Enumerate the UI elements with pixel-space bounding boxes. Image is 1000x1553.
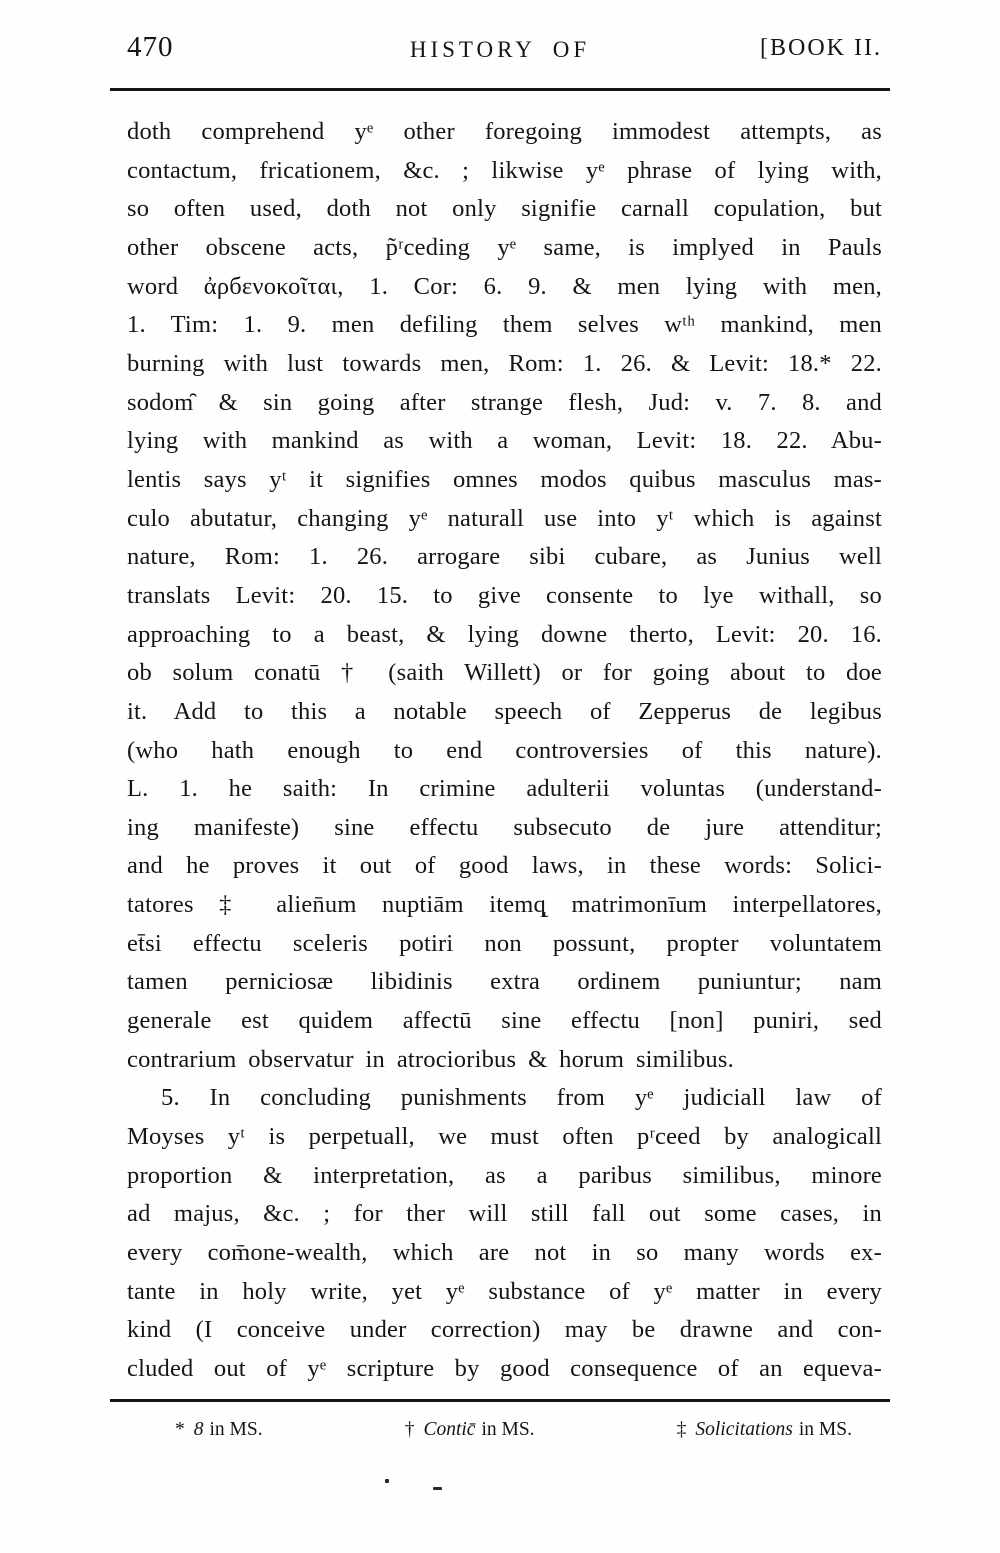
text-line: culo abutatur, changing yᵉ naturall use into yᵗ which is against (127, 504, 882, 532)
scan-speck (433, 1487, 442, 1490)
text-line: burning with lust towards men, Rom: 1. 26. & Levit: 18.* 22. (127, 349, 882, 377)
text-line: et̄si effectu sceleris potiri non possunt, propter voluntatem (127, 929, 882, 957)
text-line: and he proves it out of good laws, in these words: Solici- (127, 852, 882, 880)
text-line: tamen perniciosæ libidinis extra ordinem puniuntur; nam (127, 968, 882, 996)
footnote-term: Solicitations (695, 1419, 793, 1440)
text-line: tatores ‡ alien̄um nuptiām itemq̨ matrimonīum interpellatores, (127, 891, 882, 919)
text-line: every com̄one-wealth, which are not in so many words ex- (127, 1239, 882, 1267)
scan-speck (385, 1479, 389, 1483)
asterisk-mark: * (175, 1419, 185, 1440)
header-rule (110, 88, 890, 91)
text-line: it. Add to this a notable speech of Zepperus de legibus (127, 697, 882, 725)
text-line: L. 1. he saith: In crimine adulterii voluntas (understand- (127, 775, 882, 803)
text-line: contrarium observatur in atrocioribus & horum similibus. (127, 1045, 734, 1073)
text-line-paragraph-start: 5. In concluding punishments from yᵉ judiciall law of (161, 1084, 882, 1112)
text-line: approaching to a beast, & lying downe therto, Levit: 20. 16. (127, 620, 882, 648)
text-line: translats Levit: 20. 15. to give consente to lye withall, so (127, 581, 882, 609)
text-line: ob solum conatū † (saith Willett) or for going about to doe (127, 659, 882, 687)
footnote-text: in MS. (798, 1419, 852, 1440)
text-line: 1. Tim: 1. 9. men defiling them selves wᵗʰ mankind, men (127, 311, 882, 339)
footnote-rule (110, 1399, 890, 1402)
text-line: tante in holy write, yet yᵉ substance of yᵉ matter in every (127, 1277, 882, 1305)
running-title: HISTORY OF (409, 37, 591, 62)
text-line: so often used, doth not only signifie carnall copulation, but (127, 195, 882, 223)
body-text (127, 113, 882, 1389)
text-line: other obscene acts, p̃ʳceding yᵉ same, is implyed in Pauls (127, 233, 882, 261)
footnote-item (175, 1416, 263, 1444)
text-line: word ἀρбενοκοῖται, 1. Cor: 6. 9. & men lying with men, (127, 272, 882, 300)
footnote-text: in MS. (481, 1419, 535, 1440)
text-line: nature, Rom: 1. 26. arrogare sibi cubare, as Junius well (127, 543, 882, 571)
footnote-text: in MS. (209, 1419, 263, 1440)
text-line: contactum, fricationem, &c. ; likwise yᵉ phrase of lying with, (127, 156, 882, 184)
dagger-mark: † (404, 1419, 415, 1440)
text-line: Moyses yᵗ is perpetuall, we must often pʳceed by analogicall (127, 1123, 882, 1151)
text-line: ing manifeste) sine effectu subsecuto de jure attenditur; (127, 813, 882, 841)
double-dagger-mark: ‡ (676, 1419, 687, 1440)
footnote-item (677, 1416, 852, 1444)
text-line: cluded out of yᵉ scripture by good consequence of an equeva- (127, 1355, 882, 1382)
footnote-term: 8 (193, 1419, 204, 1440)
text-line: lying with mankind as with a woman, Levit: 18. 22. Abu- (127, 427, 882, 455)
footnote-term: Contic̄ (423, 1419, 476, 1440)
text-line: lentis says yᵗ it signifies omnes modos quibus masculus mas- (127, 465, 882, 493)
book-label: [BOOK II. (760, 35, 882, 61)
footnotes (127, 1416, 882, 1444)
text-line: proportion & interpretation, as a paribus similibus, minore (127, 1161, 882, 1189)
text-line: doth comprehend yᵉ other foregoing immodest attempts, as (127, 118, 882, 145)
text-line: ad majus, &c. ; for ther will still fall out some cases, in (127, 1200, 882, 1228)
page-number: 470 (127, 31, 174, 63)
text-line: sodom̑ & sin going after strange flesh, Jud: v. 7. 8. and (127, 388, 882, 416)
text-line: (who hath enough to end controversies of this nature). (127, 736, 882, 764)
footnote-item (405, 1416, 535, 1444)
text-line: kind (I conceive under correction) may be drawne and con- (127, 1316, 882, 1344)
text-line: generale est quidem affectū sine effectu [non] puniri, sed (127, 1007, 882, 1035)
